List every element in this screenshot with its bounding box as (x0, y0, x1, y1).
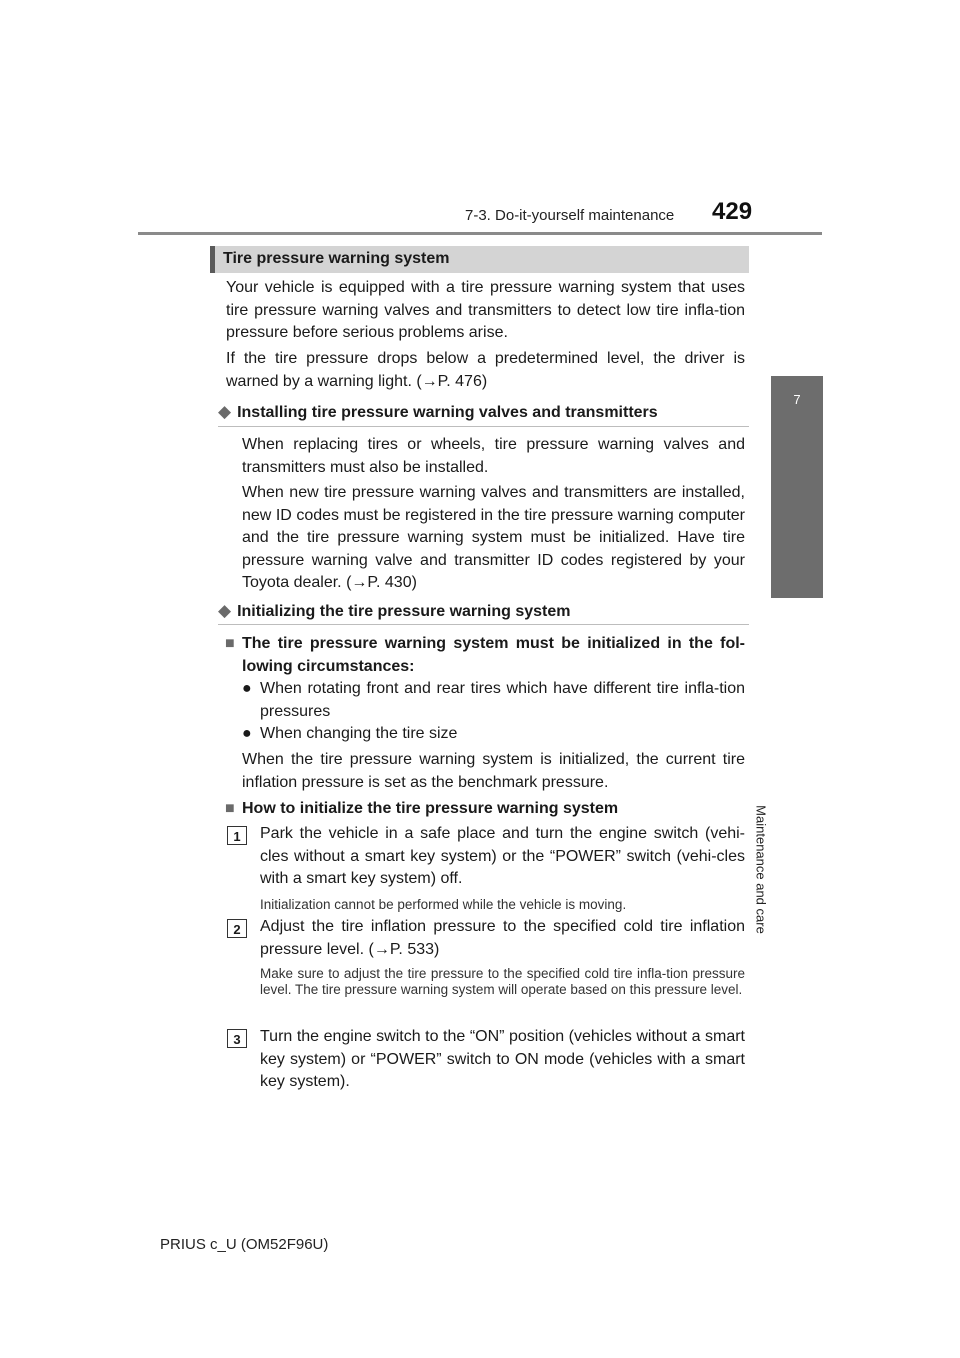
circumstances-heading (225, 633, 745, 678)
chapter-tab-label: Maintenance and care (753, 805, 769, 934)
intro-paragraph-1: Your vehicle is equipped with a tire pressure warning system that uses tire pressure warning valves and transmitters to detect low tire infla-tion pressure before serious problems arise. (226, 279, 745, 341)
installing-heading (218, 402, 658, 422)
circle-bullet-icon: ● (242, 680, 252, 697)
diamond-icon: ◆ (218, 402, 232, 421)
step-number-badge: 3 (227, 1029, 247, 1048)
footer-model-code: PRIUS c_U (OM52F96U) (160, 1236, 329, 1253)
page-number: 429 (712, 198, 753, 225)
circle-bullet-icon: ● (242, 725, 252, 742)
step-2-text: Adjust the tire inflation pressure to the specified cold tire inflation pressure level. (→P. 533) (260, 918, 745, 958)
initializing-heading (218, 601, 571, 621)
square-bullet-icon: ■ (225, 800, 235, 817)
intro-paragraph-2: If the tire pressure drops below a predetermined level, the driver is warned by a warning light. (→P. 476) (226, 350, 745, 390)
step-3-text: Turn the engine switch to the “ON” position (vehicles without a smart key system) or “POWER” switch to ON mode (vehicles with a smart key system). (260, 1028, 745, 1090)
step-1-text: Park the vehicle in a safe place and turn the engine switch (vehi-cles without a smart key system) or the “POWER” switch (vehi-cles with a smart key system) off. (260, 825, 745, 887)
list-item (242, 678, 745, 723)
installing-heading-text: Installing tire pressure warning valves and transmitters (237, 404, 658, 421)
list-item (242, 723, 745, 746)
installing-paragraph-1: When replacing tires or wheels, tire pressure warning valves and transmitters must also be installed. (242, 436, 745, 476)
step-2-note: Make sure to adjust the tire pressure to the specified cold tire infla-tion pressure level. The tire pressure warning system will operate based on this pressure level. (260, 966, 745, 997)
diamond-icon: ◆ (218, 601, 232, 620)
step-number-badge: 1 (227, 826, 247, 845)
chapter-tab (771, 376, 823, 598)
how-to-heading-text: How to initialize the tire pressure warning system (242, 800, 619, 817)
section-title: Tire pressure warning system (223, 250, 450, 267)
square-bullet-icon: ■ (225, 635, 235, 652)
benchmark-paragraph: When the tire pressure warning system is initialized, the current tire inflation pressure is set as the benchmark pressure. (242, 751, 745, 791)
list-item-text: When changing the tire size (260, 725, 458, 742)
chapter-tab-number: 7 (793, 392, 801, 407)
step-1-note: Initialization cannot be performed while the vehicle is moving. (260, 897, 627, 912)
circumstances-heading-text: The tire pressure warning system must be initialized in the fol-lowing circumstances: (242, 635, 745, 675)
how-to-heading (225, 798, 745, 821)
initializing-heading-rule (218, 624, 749, 625)
header-divider (138, 232, 822, 235)
section-title-accent (210, 246, 215, 273)
list-item-text: When rotating front and rear tires which have different tire infla-tion pressures (260, 680, 745, 720)
installing-paragraph-2: When new tire pressure warning valves and transmitters are installed, new ID codes must be registered in the tire pressure warning computer and the tire pressure warning system must be initialized. Have tire pressure warning valve and transmitter ID codes registered by your Toyota dealer. (→P. 430) (242, 484, 745, 591)
step-number-badge: 2 (227, 919, 247, 938)
installing-heading-rule (218, 426, 749, 427)
header-section-title: 7-3. Do-it-yourself maintenance (465, 207, 675, 224)
initializing-heading-text: Initializing the tire pressure warning system (237, 603, 571, 620)
